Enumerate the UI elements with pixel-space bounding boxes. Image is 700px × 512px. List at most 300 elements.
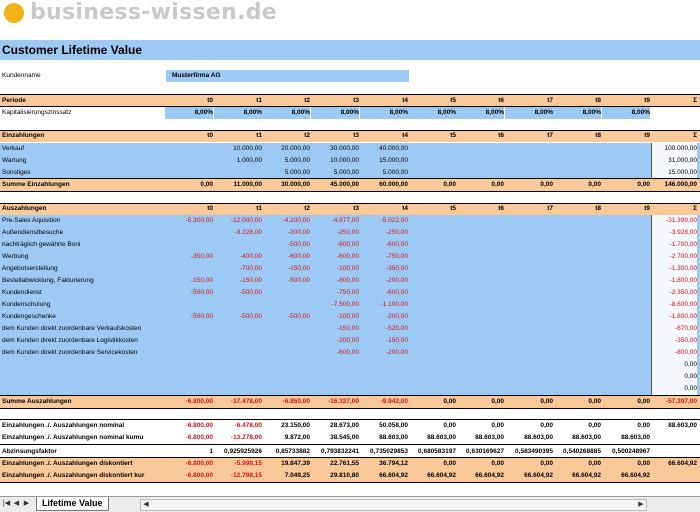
- table-cell[interactable]: -750,00: [336, 289, 359, 296]
- table-cell[interactable]: 0,00: [200, 181, 213, 188]
- table-cell[interactable]: 8,00%: [360, 107, 408, 119]
- table-cell[interactable]: 0,00: [637, 181, 650, 188]
- table-cell[interactable]: [311, 359, 359, 371]
- table-cell[interactable]: 88.603,00: [668, 422, 697, 429]
- table-cell[interactable]: -6.478,00: [234, 422, 262, 429]
- table-cell[interactable]: t3: [353, 97, 359, 104]
- table-cell[interactable]: [456, 263, 504, 275]
- table-cell[interactable]: [408, 371, 456, 383]
- table-cell[interactable]: 88.603,00: [621, 434, 650, 441]
- table-cell[interactable]: 0,00: [637, 398, 650, 405]
- table-cell[interactable]: [214, 359, 262, 371]
- table-cell[interactable]: [408, 299, 456, 311]
- table-cell[interactable]: -520,00: [385, 325, 408, 332]
- table-cell[interactable]: [553, 323, 601, 335]
- table-cell[interactable]: -700,00: [239, 265, 262, 272]
- table-cell[interactable]: t3: [353, 132, 359, 139]
- row-label[interactable]: Pre-Sales Aquisition: [2, 217, 61, 224]
- table-cell[interactable]: -1.700,00: [651, 239, 697, 251]
- table-cell[interactable]: -500,00: [287, 241, 310, 248]
- table-cell[interactable]: [602, 263, 650, 275]
- kundenname-input[interactable]: Musterfirma AG: [166, 70, 409, 82]
- table-cell[interactable]: -600,00: [336, 349, 359, 356]
- row-label[interactable]: Kundenname: [2, 72, 41, 79]
- table-cell[interactable]: [214, 335, 262, 347]
- table-cell[interactable]: -8.600,00: [651, 299, 697, 311]
- table-cell[interactable]: 0,00: [491, 460, 504, 467]
- table-cell[interactable]: 0,500248967: [612, 448, 650, 455]
- table-cell[interactable]: [602, 359, 650, 371]
- table-cell[interactable]: 5.000,00: [284, 169, 310, 176]
- table-cell[interactable]: [456, 359, 504, 371]
- table-cell[interactable]: 8,00%: [553, 107, 601, 119]
- table-cell[interactable]: [262, 335, 310, 347]
- table-cell[interactable]: -670,00: [651, 323, 697, 335]
- table-cell[interactable]: -3.928,00: [651, 227, 697, 239]
- table-cell[interactable]: 11.000,00: [233, 181, 262, 188]
- table-cell[interactable]: 88.603,00: [475, 434, 504, 441]
- table-cell[interactable]: [505, 251, 553, 263]
- row-label[interactable]: Abzinsungsfaktor: [2, 448, 57, 455]
- table-cell[interactable]: [553, 155, 601, 167]
- table-cell[interactable]: [214, 383, 262, 395]
- table-cell[interactable]: t8: [595, 97, 601, 104]
- table-cell[interactable]: [456, 311, 504, 323]
- table-cell[interactable]: [553, 239, 601, 251]
- table-cell[interactable]: [602, 323, 650, 335]
- table-cell[interactable]: [408, 263, 456, 275]
- table-cell[interactable]: [262, 359, 310, 371]
- table-cell[interactable]: 15.000,00: [379, 157, 408, 164]
- table-cell[interactable]: -500,00: [239, 289, 262, 296]
- table-cell[interactable]: [456, 215, 504, 227]
- table-cell[interactable]: t1: [256, 132, 262, 139]
- table-cell[interactable]: 0,00: [588, 181, 601, 188]
- table-cell[interactable]: [408, 239, 456, 251]
- row-label[interactable]: Kapitalisierungszinssatz: [2, 109, 72, 116]
- table-cell[interactable]: [408, 323, 456, 335]
- table-cell[interactable]: -200,00: [385, 313, 408, 320]
- table-cell[interactable]: t3: [353, 205, 359, 212]
- table-cell[interactable]: -12.000,00: [230, 217, 262, 224]
- table-cell[interactable]: -350,00: [651, 335, 697, 347]
- table-cell[interactable]: [262, 371, 310, 383]
- table-cell[interactable]: [602, 335, 650, 347]
- table-cell[interactable]: 146.000,00: [664, 181, 697, 188]
- table-cell[interactable]: [505, 383, 553, 395]
- scroll-left-icon[interactable]: ◀: [143, 501, 149, 508]
- table-cell[interactable]: [408, 287, 456, 299]
- table-cell[interactable]: 88.603,00: [427, 434, 456, 441]
- table-cell[interactable]: 8,00%: [262, 107, 310, 119]
- table-cell[interactable]: [553, 263, 601, 275]
- table-cell[interactable]: [408, 347, 456, 359]
- table-cell[interactable]: Σ: [693, 132, 697, 139]
- row-label[interactable]: Summe Auszahlungen: [2, 398, 72, 405]
- table-cell[interactable]: -6.850,00: [282, 398, 310, 405]
- table-cell[interactable]: 29.810,80: [330, 472, 359, 479]
- table-cell[interactable]: 0,85733882: [275, 448, 310, 455]
- table-cell[interactable]: t7: [547, 97, 553, 104]
- table-cell[interactable]: [505, 263, 553, 275]
- row-label[interactable]: Einzahlungen: [2, 132, 45, 139]
- table-cell[interactable]: -600,00: [287, 253, 310, 260]
- table-cell[interactable]: [456, 371, 504, 383]
- row-label[interactable]: dem Kunden direkt zuordenbare Servicekosten: [2, 349, 138, 356]
- table-cell[interactable]: [408, 155, 456, 167]
- table-cell[interactable]: [408, 311, 456, 323]
- table-cell[interactable]: [602, 347, 650, 359]
- table-cell[interactable]: 0,00: [540, 398, 553, 405]
- table-cell[interactable]: [602, 239, 650, 251]
- table-cell[interactable]: [456, 347, 504, 359]
- table-cell[interactable]: t0: [207, 205, 213, 212]
- table-cell[interactable]: -200,00: [385, 349, 408, 356]
- table-cell[interactable]: t6: [498, 132, 504, 139]
- table-cell[interactable]: 30.000,00: [330, 145, 359, 152]
- table-cell[interactable]: [602, 251, 650, 263]
- table-cell[interactable]: [262, 323, 310, 335]
- table-cell[interactable]: [505, 323, 553, 335]
- table-cell[interactable]: 7.049,25: [284, 472, 310, 479]
- table-cell[interactable]: [553, 347, 601, 359]
- table-cell[interactable]: -12.798,15: [230, 472, 262, 479]
- table-cell[interactable]: -750,00: [385, 253, 408, 260]
- table-cell[interactable]: -3.228,00: [234, 229, 262, 236]
- table-cell[interactable]: 0,00: [491, 398, 504, 405]
- table-cell[interactable]: 8,00%: [505, 107, 553, 119]
- table-cell[interactable]: [602, 215, 650, 227]
- row-label[interactable]: nachträglich gewährte Boni: [2, 241, 81, 248]
- table-cell[interactable]: 10.000,00: [330, 157, 359, 164]
- table-cell[interactable]: -600,00: [336, 241, 359, 248]
- row-label[interactable]: Einzahlungen ./. Auszahlungen nominal kumu: [2, 434, 144, 441]
- table-cell[interactable]: [602, 227, 650, 239]
- table-cell[interactable]: [505, 359, 553, 371]
- table-cell[interactable]: 0,630169627: [466, 448, 504, 455]
- table-cell[interactable]: 66.604,92: [621, 472, 650, 479]
- table-cell[interactable]: t9: [644, 132, 650, 139]
- table-cell[interactable]: [456, 143, 504, 155]
- table-cell[interactable]: [165, 263, 213, 275]
- table-cell[interactable]: [456, 287, 504, 299]
- table-cell[interactable]: [408, 251, 456, 263]
- row-label[interactable]: Werbung: [2, 253, 29, 260]
- table-cell[interactable]: 66.604,92: [427, 472, 456, 479]
- table-cell[interactable]: -500,00: [190, 289, 213, 296]
- table-cell[interactable]: 88.603,00: [379, 434, 408, 441]
- table-cell[interactable]: 23.150,00: [281, 422, 310, 429]
- table-cell[interactable]: [505, 215, 553, 227]
- table-cell[interactable]: [214, 323, 262, 335]
- table-cell[interactable]: -500,00: [287, 313, 310, 320]
- row-label[interactable]: Bestellabwicklung, Fakturierung: [2, 277, 94, 284]
- table-cell[interactable]: -5.300,00: [185, 217, 213, 224]
- table-cell[interactable]: t8: [595, 205, 601, 212]
- table-cell[interactable]: 0,793832241: [321, 448, 359, 455]
- row-label[interactable]: dem Kunden direkt zuordenbare Logistikkosten: [2, 337, 138, 344]
- table-cell[interactable]: t6: [498, 205, 504, 212]
- table-cell[interactable]: 0,00: [540, 181, 553, 188]
- table-cell[interactable]: t1: [256, 205, 262, 212]
- table-cell[interactable]: t5: [450, 205, 456, 212]
- table-cell[interactable]: [602, 143, 650, 155]
- table-cell[interactable]: [408, 335, 456, 347]
- table-cell[interactable]: [165, 383, 213, 395]
- table-cell[interactable]: 1.000,00: [236, 157, 262, 164]
- table-cell[interactable]: [553, 359, 601, 371]
- table-cell[interactable]: -13.278,00: [230, 434, 262, 441]
- table-cell[interactable]: [262, 383, 310, 395]
- table-cell[interactable]: t0: [207, 132, 213, 139]
- table-cell[interactable]: -150,00: [190, 277, 213, 284]
- table-cell[interactable]: [456, 383, 504, 395]
- table-cell[interactable]: 66.604,92: [668, 460, 697, 467]
- table-cell[interactable]: -500,00: [190, 313, 213, 320]
- table-cell[interactable]: [505, 239, 553, 251]
- table-cell[interactable]: 31.000,00: [651, 155, 697, 167]
- table-cell[interactable]: t9: [644, 205, 650, 212]
- table-cell[interactable]: [262, 299, 310, 311]
- row-label[interactable]: Sonstiges: [2, 169, 31, 176]
- row-label[interactable]: Außendienstbesuche: [2, 229, 64, 236]
- table-cell[interactable]: 45.000,00: [330, 181, 359, 188]
- table-cell[interactable]: t0: [207, 97, 213, 104]
- table-cell[interactable]: [553, 287, 601, 299]
- table-cell[interactable]: [311, 371, 359, 383]
- row-label[interactable]: Einzahlungen ./. Auszahlungen diskontiert: [2, 460, 133, 467]
- table-cell[interactable]: t9: [644, 97, 650, 104]
- row-label[interactable]: [2, 371, 166, 383]
- table-cell[interactable]: -7.500,00: [331, 301, 359, 308]
- row-label[interactable]: Kundendienst: [2, 289, 42, 296]
- table-cell[interactable]: 8,00%: [602, 107, 650, 119]
- table-cell[interactable]: 66.604,92: [524, 472, 553, 479]
- table-cell[interactable]: [360, 359, 408, 371]
- table-cell[interactable]: 28.673,00: [330, 422, 359, 429]
- table-cell[interactable]: Σ: [693, 97, 697, 104]
- table-cell[interactable]: -800,00: [336, 277, 359, 284]
- table-cell[interactable]: 0,680583197: [418, 448, 456, 455]
- table-cell[interactable]: [553, 311, 601, 323]
- table-cell[interactable]: [505, 287, 553, 299]
- table-cell[interactable]: t7: [547, 132, 553, 139]
- table-cell[interactable]: t7: [547, 205, 553, 212]
- table-cell[interactable]: 8,00%: [214, 107, 262, 119]
- table-cell[interactable]: -500,00: [239, 313, 262, 320]
- table-cell[interactable]: [505, 371, 553, 383]
- table-cell[interactable]: -9.942,00: [380, 398, 408, 405]
- table-cell[interactable]: -2.350,00: [651, 287, 697, 299]
- table-cell[interactable]: 8,00%: [408, 107, 456, 119]
- table-cell[interactable]: [165, 239, 213, 251]
- table-cell[interactable]: 20.000,00: [281, 145, 310, 152]
- table-cell[interactable]: -6.800,00: [185, 472, 213, 479]
- table-cell[interactable]: 8,00%: [456, 107, 504, 119]
- table-cell[interactable]: 36.794,12: [379, 460, 408, 467]
- table-cell[interactable]: -250,00: [336, 229, 359, 236]
- table-cell[interactable]: [602, 275, 650, 287]
- table-cell[interactable]: 66.604,92: [572, 472, 601, 479]
- table-cell[interactable]: 66.604,92: [475, 472, 504, 479]
- table-cell[interactable]: [505, 335, 553, 347]
- table-cell[interactable]: 50.058,00: [379, 422, 408, 429]
- table-cell[interactable]: t5: [450, 132, 456, 139]
- prev-sheet-icon[interactable]: ◀: [13, 500, 20, 507]
- table-cell[interactable]: -6.800,00: [185, 460, 213, 467]
- table-cell[interactable]: 88.603,00: [524, 434, 553, 441]
- row-label[interactable]: Einzahlungen ./. Auszahlungen diskontiert kur: [2, 472, 145, 479]
- table-cell[interactable]: [165, 347, 213, 359]
- table-cell[interactable]: 0,00: [588, 422, 601, 429]
- table-cell[interactable]: [553, 143, 601, 155]
- table-cell[interactable]: [165, 371, 213, 383]
- table-cell[interactable]: [214, 239, 262, 251]
- table-cell[interactable]: 0,735029853: [370, 448, 408, 455]
- table-cell[interactable]: -500,00: [287, 277, 310, 284]
- table-cell[interactable]: [602, 155, 650, 167]
- table-cell[interactable]: [651, 470, 697, 482]
- table-cell[interactable]: t6: [498, 97, 504, 104]
- table-cell[interactable]: -57.397,00: [665, 398, 697, 405]
- table-cell[interactable]: 0,00: [540, 422, 553, 429]
- table-cell[interactable]: -100,00: [336, 313, 359, 320]
- table-cell[interactable]: 60.000,00: [379, 181, 408, 188]
- table-cell[interactable]: Σ: [693, 205, 697, 212]
- table-cell[interactable]: -400,00: [239, 253, 262, 260]
- table-cell[interactable]: -1.100,00: [380, 301, 408, 308]
- table-cell[interactable]: [553, 299, 601, 311]
- table-cell[interactable]: [408, 215, 456, 227]
- table-cell[interactable]: 15.000,00: [651, 167, 697, 179]
- table-cell[interactable]: 22.761,55: [330, 460, 359, 467]
- table-cell[interactable]: -150,00: [385, 337, 408, 344]
- table-cell[interactable]: 0,925925926: [224, 448, 262, 455]
- table-cell[interactable]: [553, 335, 601, 347]
- row-label[interactable]: Verkauf: [2, 145, 25, 152]
- row-label[interactable]: Kundengeschenke: [2, 313, 56, 320]
- table-cell[interactable]: t1: [256, 97, 262, 104]
- row-label[interactable]: Summe Einzahlungen: [2, 181, 70, 188]
- table-cell[interactable]: -4.877,00: [331, 217, 359, 224]
- table-cell[interactable]: -6.800,00: [185, 434, 213, 441]
- table-cell[interactable]: [602, 287, 650, 299]
- table-cell[interactable]: 0,00: [637, 460, 650, 467]
- table-cell[interactable]: [165, 359, 213, 371]
- table-cell[interactable]: -4.200,00: [282, 217, 310, 224]
- table-cell[interactable]: -6.800,00: [185, 398, 213, 405]
- table-cell[interactable]: [360, 383, 408, 395]
- table-cell[interactable]: [456, 299, 504, 311]
- table-cell[interactable]: -150,00: [287, 265, 310, 272]
- table-cell[interactable]: t8: [595, 132, 601, 139]
- table-cell[interactable]: t5: [450, 97, 456, 104]
- table-cell[interactable]: [602, 311, 650, 323]
- table-cell[interactable]: [408, 275, 456, 287]
- table-cell[interactable]: -31.399,00: [651, 215, 697, 227]
- table-cell[interactable]: [214, 347, 262, 359]
- table-cell[interactable]: -1.800,00: [651, 275, 697, 287]
- table-cell[interactable]: 0,00: [651, 383, 697, 395]
- table-cell[interactable]: [165, 323, 213, 335]
- table-cell[interactable]: 0,00: [491, 422, 504, 429]
- table-cell[interactable]: [214, 299, 262, 311]
- table-cell[interactable]: [311, 383, 359, 395]
- table-cell[interactable]: [456, 227, 504, 239]
- table-cell[interactable]: [360, 371, 408, 383]
- table-cell[interactable]: [408, 359, 456, 371]
- horizontal-scrollbar[interactable]: [140, 499, 647, 511]
- table-cell[interactable]: -800,00: [651, 347, 697, 359]
- table-cell[interactable]: 0,00: [443, 398, 456, 405]
- table-cell[interactable]: 5.000,00: [382, 169, 408, 176]
- table-cell[interactable]: [408, 143, 456, 155]
- table-cell[interactable]: 19.847,39: [281, 460, 310, 467]
- table-cell[interactable]: -1.800,00: [651, 311, 697, 323]
- table-cell[interactable]: [456, 335, 504, 347]
- table-cell[interactable]: 9.872,00: [284, 434, 310, 441]
- table-cell[interactable]: -150,00: [336, 325, 359, 332]
- table-cell[interactable]: [602, 299, 650, 311]
- table-cell[interactable]: 0,00: [443, 460, 456, 467]
- first-sheet-icon[interactable]: |◀: [2, 500, 11, 507]
- table-cell[interactable]: [602, 371, 650, 383]
- table-cell[interactable]: [505, 311, 553, 323]
- table-cell[interactable]: -6.800,00: [185, 422, 213, 429]
- next-sheet-icon[interactable]: ▶: [23, 500, 30, 507]
- row-label[interactable]: dem Kunden direkt zuordenbare Verkaufskosten: [2, 325, 142, 332]
- table-cell[interactable]: 66.604,92: [379, 472, 408, 479]
- table-cell[interactable]: -350,00: [385, 265, 408, 272]
- table-cell[interactable]: t4: [402, 97, 408, 104]
- table-cell[interactable]: -600,00: [385, 241, 408, 248]
- row-label[interactable]: Periode: [2, 97, 26, 104]
- table-cell[interactable]: t4: [402, 132, 408, 139]
- table-cell[interactable]: -350,00: [190, 253, 213, 260]
- table-cell[interactable]: -100,00: [336, 265, 359, 272]
- table-cell[interactable]: [651, 432, 697, 444]
- table-cell[interactable]: -17.478,00: [230, 398, 262, 405]
- table-cell[interactable]: -200,00: [287, 229, 310, 236]
- table-cell[interactable]: [505, 227, 553, 239]
- table-cell[interactable]: [553, 371, 601, 383]
- table-cell[interactable]: 8,00%: [165, 107, 213, 119]
- table-cell[interactable]: [553, 251, 601, 263]
- table-cell[interactable]: 0,00: [540, 460, 553, 467]
- table-cell[interactable]: -150,00: [239, 277, 262, 284]
- table-cell[interactable]: [456, 239, 504, 251]
- row-label[interactable]: Wartung: [2, 157, 27, 164]
- table-cell[interactable]: [553, 227, 601, 239]
- table-cell[interactable]: 0,00: [588, 398, 601, 405]
- table-cell[interactable]: [505, 299, 553, 311]
- table-cell[interactable]: 0,00: [651, 371, 697, 383]
- table-cell[interactable]: [553, 275, 601, 287]
- table-cell[interactable]: -200,00: [385, 277, 408, 284]
- table-cell[interactable]: 0,540268885: [563, 448, 601, 455]
- sheet-tab-lifetime-value[interactable]: Lifetime Value: [36, 497, 109, 511]
- table-cell[interactable]: 0,00: [491, 181, 504, 188]
- table-cell[interactable]: 10.000,00: [233, 145, 262, 152]
- table-cell[interactable]: t2: [304, 97, 310, 104]
- table-cell[interactable]: [262, 287, 310, 299]
- table-cell[interactable]: [165, 155, 213, 167]
- table-cell[interactable]: [262, 347, 310, 359]
- table-cell[interactable]: [553, 383, 601, 395]
- table-cell[interactable]: [505, 347, 553, 359]
- table-cell[interactable]: [651, 107, 697, 119]
- table-cell[interactable]: 5.000,00: [333, 169, 359, 176]
